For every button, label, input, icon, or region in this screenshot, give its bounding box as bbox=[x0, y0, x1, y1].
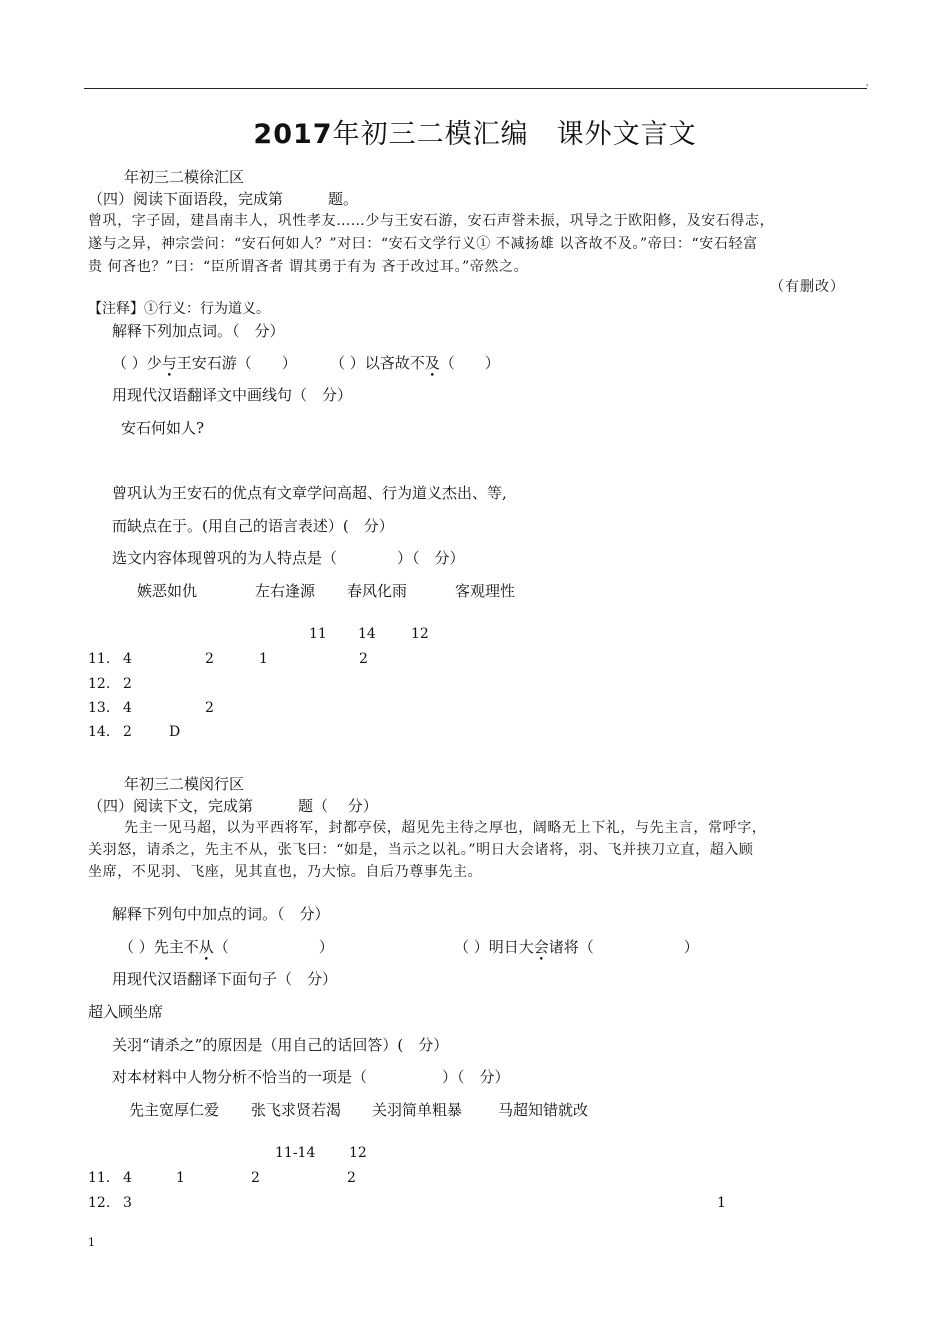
dotted-char: 会 bbox=[533, 938, 549, 956]
section2-option: 马超知错就改 bbox=[498, 1101, 589, 1119]
section1-answer-val: 2 bbox=[205, 651, 214, 667]
section1-answer-num: 14. bbox=[88, 724, 111, 740]
section1-answer-val: 2 bbox=[205, 700, 214, 716]
section1-option: 左右逢源 bbox=[255, 582, 316, 600]
section2-question4: 对本材料中人物分析不恰当的一项是（ ）（ 分） bbox=[112, 1068, 510, 1086]
section1-answer-val: 4 bbox=[123, 651, 132, 667]
dotted-char: 从 bbox=[198, 938, 214, 956]
dotted-char: 及 bbox=[424, 354, 440, 372]
header-rule bbox=[84, 88, 867, 89]
section1-option: 春风化雨 bbox=[347, 582, 408, 600]
section2-option: 张飞求贤若渴 bbox=[251, 1101, 342, 1119]
section1-passage-line: 曾巩，字子固，建昌南丰人，巩性孝友……少与王安石游，安石声誉未振，巩导之于欧阳修，及安石得志， bbox=[88, 213, 775, 229]
header-rule-tick: ' bbox=[866, 83, 869, 92]
section2-question3: 关羽“请杀之”的原因是（用自己的话回答）( 分） bbox=[112, 1036, 449, 1054]
section1-answer-val: 4 bbox=[123, 700, 132, 716]
section1-q1-item-b: （ ）以吝故不及（ ） bbox=[330, 354, 500, 372]
dotted-char: 与 bbox=[161, 354, 177, 372]
section2-answer-num: 12. bbox=[88, 1195, 111, 1211]
section1-source: （有删改） bbox=[770, 279, 845, 295]
section2-question2: 用现代汉语翻译下面句子（ 分） bbox=[112, 970, 338, 988]
section1-question4: 选文内容体现曾巩的为人特点是（ ）（ 分） bbox=[112, 549, 465, 567]
section1-answer-val: 2 bbox=[359, 651, 368, 667]
section2-answer-header: 11-14 bbox=[275, 1145, 316, 1161]
section2-q1-item-b: （ ）明日大会诸将（ ） bbox=[454, 938, 699, 956]
section1-heading: 年初三二模徐汇区 bbox=[124, 168, 245, 186]
section1-answer-header: 12 bbox=[411, 626, 429, 642]
section2-q1-item-a: （ ）先主不从（ ） bbox=[119, 938, 334, 956]
page-title bbox=[0, 112, 950, 151]
section2-question1: 解释下列句中加点的词。（ 分） bbox=[112, 905, 330, 923]
section2-passage-line: 关羽怒，请杀之，先主不从，张飞曰：“如是，当示之以礼。”明日大会诸将，羽、飞并挟刀立直，超入顾 bbox=[88, 842, 754, 858]
section2-heading: 年初三二模闵行区 bbox=[124, 775, 245, 793]
section1-answer-val: 2 bbox=[123, 724, 132, 740]
section1-option: 客观理性 bbox=[455, 582, 516, 600]
section1-question3b: 而缺点在于。(用自己的语言表述）( 分） bbox=[112, 517, 394, 535]
section1-answer-val: 1 bbox=[259, 651, 268, 667]
section2-instruction: （四）阅读下文，完成第 题（ 分） bbox=[88, 797, 378, 815]
section1-note: 【注释】①行义：行为道义。 bbox=[88, 301, 270, 317]
section2-answer-val: 4 bbox=[123, 1170, 132, 1186]
section1-answer-header: 14 bbox=[358, 626, 376, 642]
section1-answer-val: D bbox=[169, 724, 181, 740]
page-number: 1 bbox=[88, 1236, 95, 1249]
section2-passage-line: 先主一见马超，以为平西将军，封都亭侯，超见先主待之厚也，阔略无上下礼，与先主言，常呼字， bbox=[124, 820, 767, 836]
section2-answer-num: 11. bbox=[88, 1170, 111, 1186]
section2-answer-header: 12 bbox=[349, 1145, 367, 1161]
section1-question2: 用现代汉语翻译文中画线句（ 分） bbox=[112, 386, 353, 404]
section1-passage-line: 贵 何吝也？”曰：“臣所谓吝者 谓其勇于有为 吝于改过耳。”帝然之。 bbox=[88, 259, 529, 275]
section2-q2-sentence: 超入顾坐席 bbox=[88, 1003, 164, 1021]
section1-instruction: （四）阅读下面语段，完成第 题。 bbox=[88, 190, 359, 208]
title-year: 2017 bbox=[253, 119, 333, 150]
section2-option: 关羽简单粗暴 bbox=[372, 1101, 463, 1119]
section2-option: 先主宽厚仁爱 bbox=[129, 1101, 220, 1119]
section1-answer-num: 12. bbox=[88, 676, 111, 692]
section1-answer-num: 13. bbox=[88, 700, 111, 716]
section1-question1: 解释下列加点词。（ 分） bbox=[112, 322, 285, 340]
section2-answer-val: 2 bbox=[251, 1170, 260, 1186]
section2-answer-val: 2 bbox=[347, 1170, 356, 1186]
section1-question3a: 曾巩认为王安石的优点有文章学问高超、行为道义杰出、等, bbox=[112, 484, 507, 502]
section1-answer-header: 11 bbox=[309, 626, 327, 642]
section1-answer-num: 11. bbox=[88, 651, 111, 667]
section1-option: 嫉恶如仇 bbox=[137, 582, 198, 600]
section1-q2-sentence: 安石何如人? bbox=[121, 419, 205, 437]
section1-q1-item-a: （ ）少与王安石游（ ） bbox=[112, 354, 297, 372]
section2-answer-val: 1 bbox=[717, 1195, 726, 1211]
section1-answer-val: 2 bbox=[123, 676, 132, 692]
title-text: 年初三二模汇编 课外文言文 bbox=[332, 119, 697, 150]
section2-passage-line: 坐席，不见羽、飞座，见其直也，乃大惊。自后乃尊事先主。 bbox=[88, 864, 483, 880]
section1-passage-line: 遂与之异，神宗尝问：“安石何如人？”对曰：“安石文学行义① 不减扬雄 以吝故不及。”帝曰：“安石轻富 bbox=[88, 236, 758, 252]
section2-answer-val: 3 bbox=[123, 1195, 132, 1211]
section2-answer-val: 1 bbox=[176, 1170, 185, 1186]
